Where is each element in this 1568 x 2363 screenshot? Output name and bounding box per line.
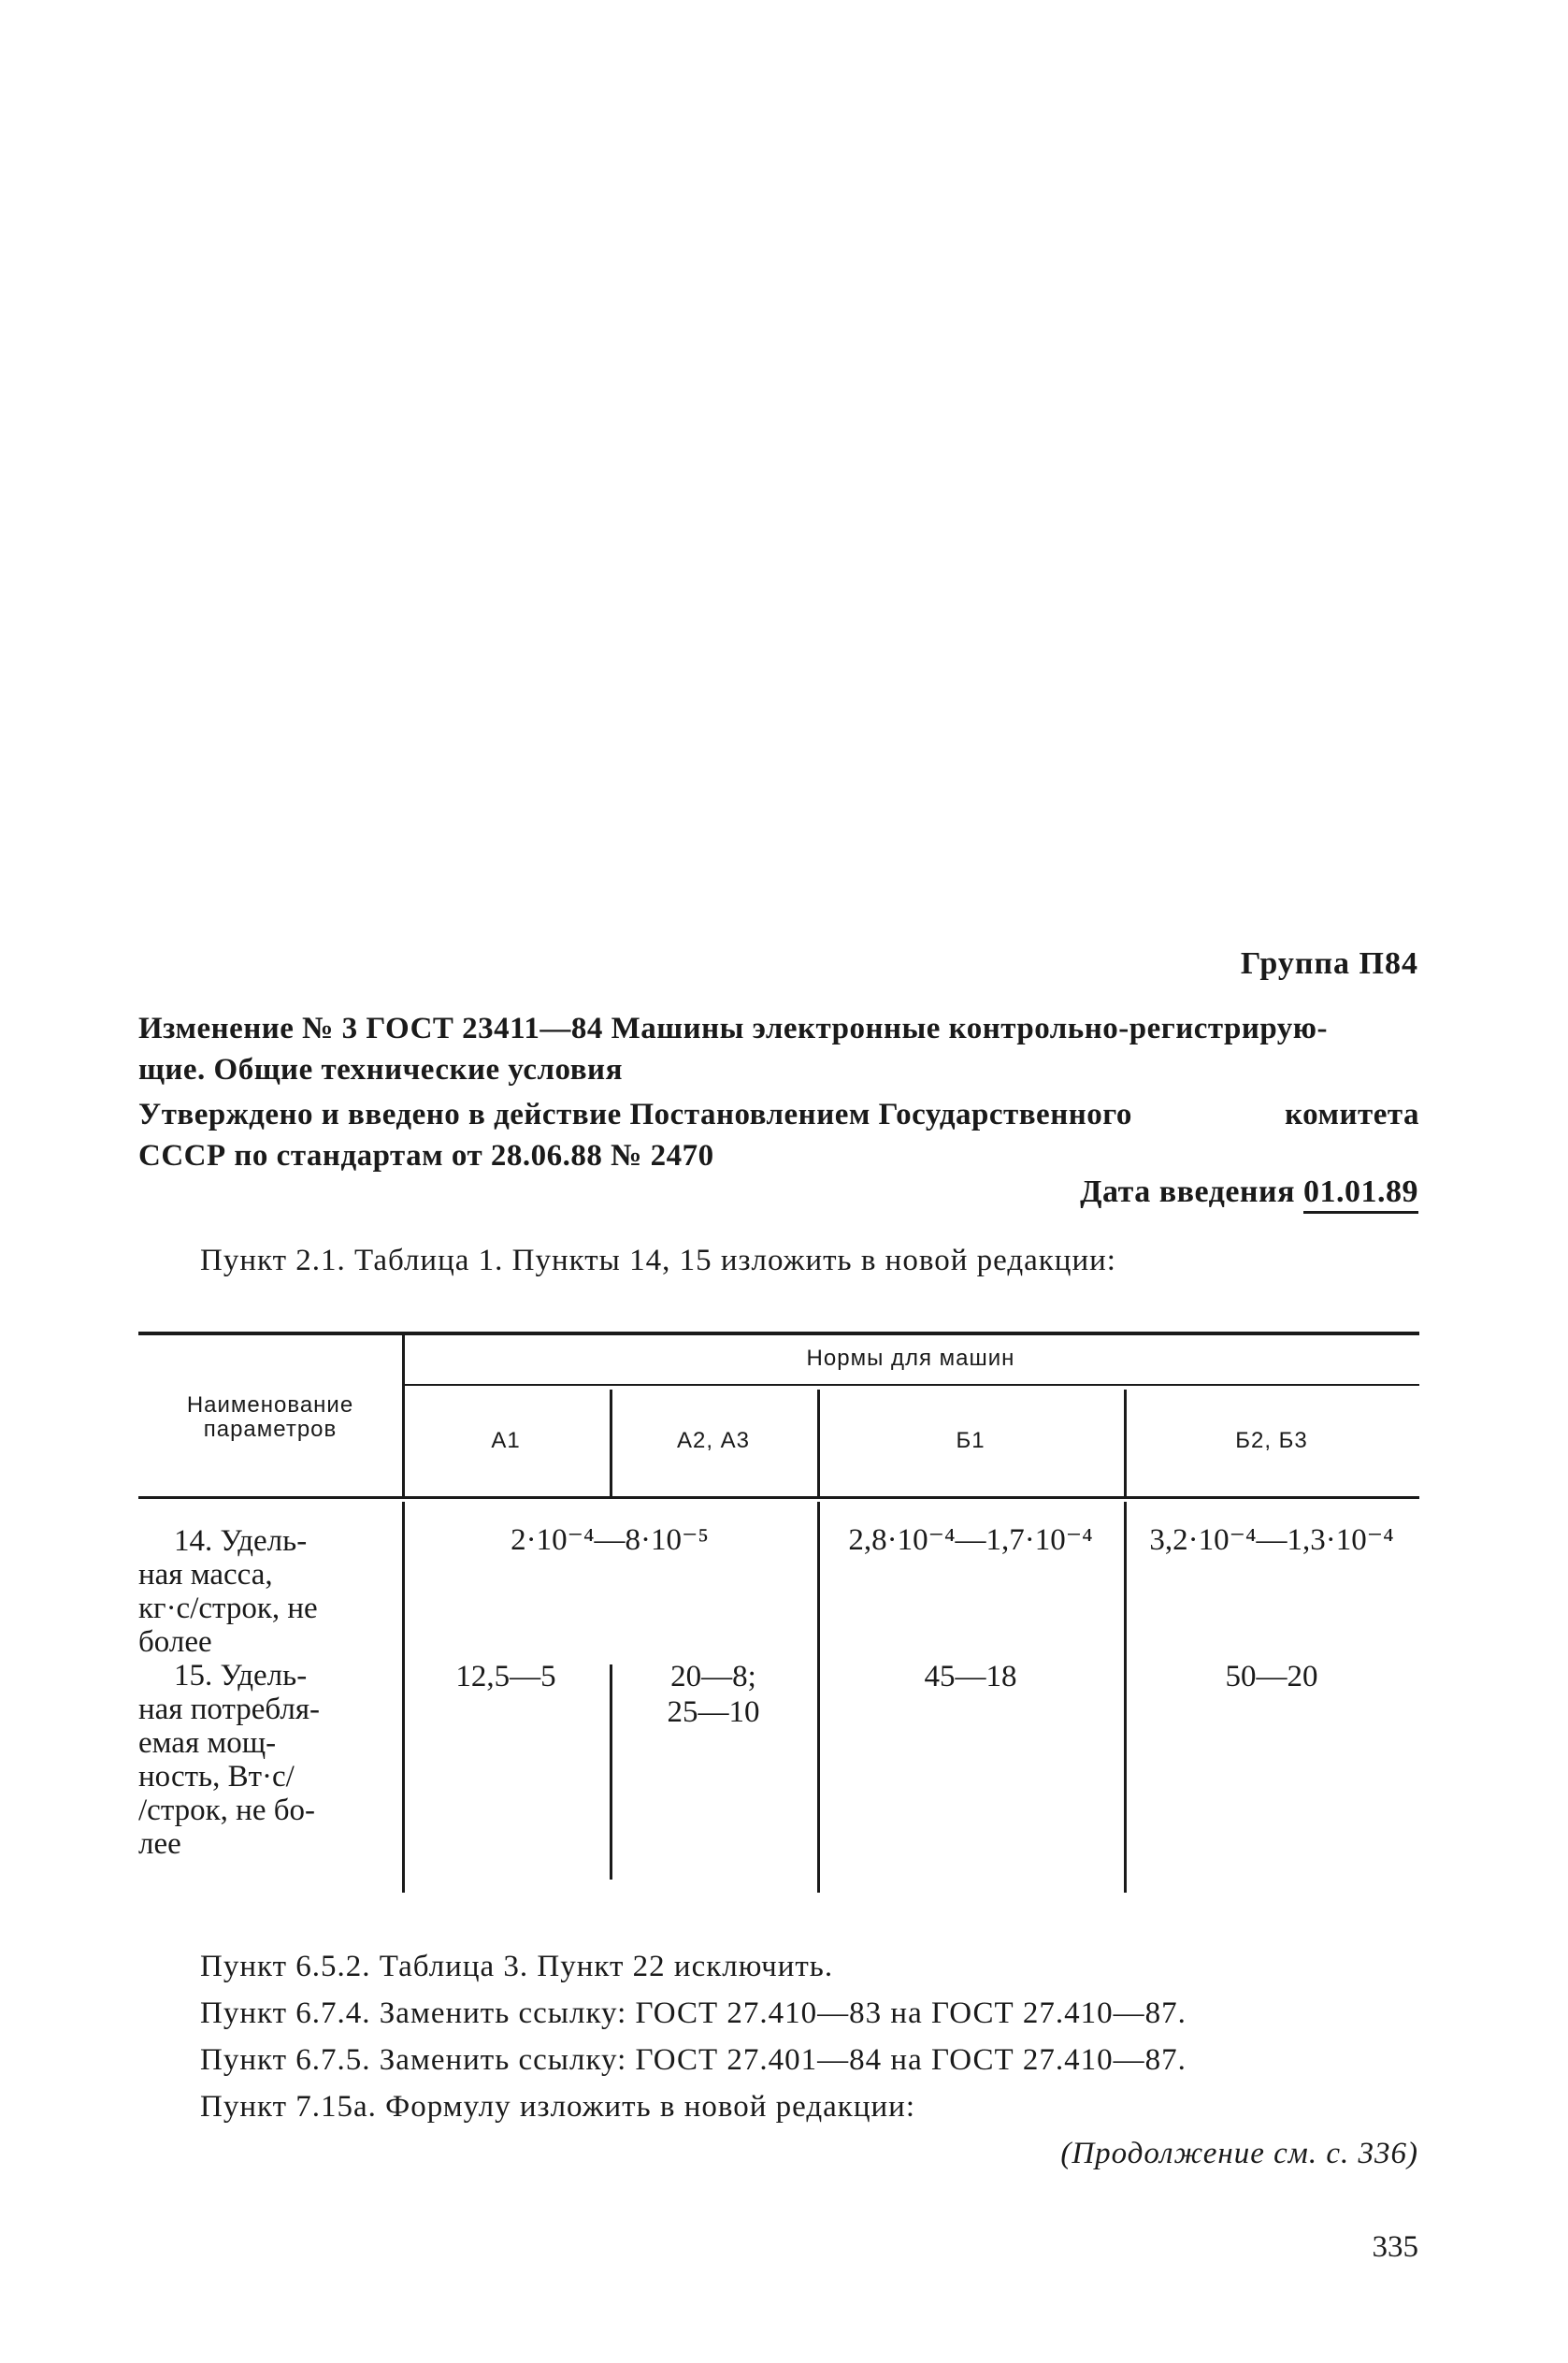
row-15-name-line: лее	[138, 1827, 181, 1861]
effective-date	[1080, 1174, 1418, 1210]
norms-rule	[402, 1384, 1419, 1386]
row-14-name-line: более	[138, 1625, 212, 1659]
approval-line-2: СССР по стандартам от 28.06.88 № 2470	[138, 1139, 714, 1173]
row-15-name-line: /строк, не бо-	[138, 1794, 316, 1827]
row-14-a1-a2-value: 2·10⁻⁴—8·10⁻⁵	[511, 1523, 709, 1557]
col-header-a1: А1	[491, 1428, 521, 1453]
group-code: Группа П84	[1240, 946, 1418, 981]
title-line-1: Изменение № 3 ГОСТ 23411—84 Машины электронные контрольно-регистрирую-	[138, 1012, 1328, 1045]
param-header-line-1: Наименование	[186, 1392, 354, 1418]
amendment-line: Пункт 6.7.5. Заменить ссылку: ГОСТ 27.401—84 на ГОСТ 27.410—87.	[200, 2043, 1187, 2077]
amendment-line: Пункт 6.7.4. Заменить ссылку: ГОСТ 27.410—83 на ГОСТ 27.410—87.	[200, 1996, 1187, 2030]
approval-line-1-a: Утверждено и введено в действие Постановлением Государственного	[138, 1098, 1132, 1131]
norms-header: Нормы для машин	[806, 1346, 1015, 1371]
intro-paragraph: Пункт 2.1. Таблица 1. Пункты 14, 15 изложить в новой редакции:	[200, 1244, 1116, 1277]
row-14-b2-value: 3,2·10⁻⁴—1,3·10⁻⁴	[1149, 1523, 1394, 1557]
row-15-b2-value: 50—20	[1225, 1660, 1318, 1693]
row-14-name-line: кг·с/строк, не	[138, 1592, 318, 1625]
body-divider-a2	[817, 1502, 820, 1893]
row-14-name	[138, 1524, 381, 1659]
row-15-a2-value	[610, 1659, 817, 1730]
param-header-line-2: параметров	[203, 1417, 338, 1442]
param-header	[138, 1393, 402, 1442]
row-15-a1-value: 12,5—5	[455, 1660, 556, 1693]
row-14-b1-value: 2,8·10⁻⁴—1,7·10⁻⁴	[848, 1523, 1093, 1557]
date-value: 01.01.89	[1303, 1174, 1418, 1214]
row-15-b1-value: 45—18	[924, 1660, 1017, 1693]
body-divider-1	[402, 1502, 405, 1893]
col-header-b2-b3: Б2, Б3	[1235, 1428, 1308, 1453]
approval-line-1	[138, 1094, 1419, 1135]
amendment-line: Пункт 7.15а. Формулу изложить в новой редакции:	[200, 2090, 915, 2124]
document-title	[138, 1008, 1419, 1090]
date-label: Дата введения	[1080, 1174, 1295, 1209]
row-15-name	[138, 1659, 381, 1861]
row-15-name-line: ная потребля-	[138, 1693, 321, 1726]
row-15-a2-line-1: 20—8;	[670, 1660, 756, 1693]
row-15-a2-line-2: 25—10	[667, 1695, 760, 1729]
amendment-list	[200, 1943, 1187, 2130]
title-line-2: щие. Общие технические условия	[138, 1053, 623, 1087]
header-bottom-rule	[138, 1496, 1419, 1499]
approval-line-1-b: комитета	[1285, 1098, 1419, 1131]
table-top-rule	[138, 1332, 1419, 1335]
page-number: 335	[1372, 2230, 1418, 2264]
col-header-b1: Б1	[956, 1428, 985, 1453]
approval-statement	[138, 1094, 1419, 1176]
row-15-name-line: емая мощ-	[138, 1726, 277, 1760]
amendment-line: Пункт 6.5.2. Таблица 3. Пункт 22 исключить.	[200, 1950, 834, 1983]
norms-table	[138, 1332, 1419, 1893]
continuation-note: (Продолжение см. с. 336)	[1060, 2137, 1418, 2170]
row-14-name-line: 14. Удель-	[174, 1524, 308, 1558]
body-divider-b1	[1124, 1502, 1127, 1893]
row-14-name-line: ная масса,	[138, 1558, 273, 1592]
row-15-name-line: ность, Вт·с/	[138, 1760, 295, 1794]
col-header-a2-a3: А2, А3	[676, 1428, 751, 1453]
row-15-name-line: 15. Удель-	[174, 1659, 308, 1693]
